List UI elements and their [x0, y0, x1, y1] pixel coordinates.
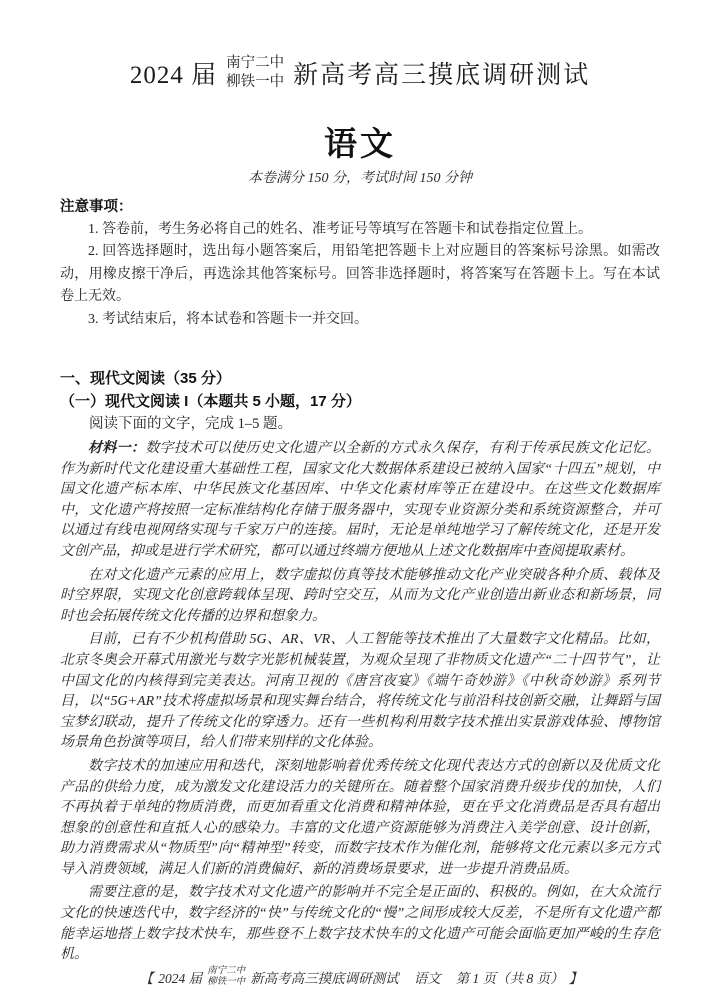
footer-exam-title: 新高考高三摸底调研测试: [250, 971, 399, 986]
exam-title: 新高考高三摸底调研测试: [293, 62, 591, 89]
footer-bracket-left: 【: [139, 971, 154, 986]
passage-paragraph-4: 数字技术的加速应用和迭代，深刻地影响着优秀传统文化现代表达方式的创新以及优质文化产品的供给力度，成为激发文化建设活力的关键所在。随着整个国家消费升级步伐的加快，人们不再执着于单纯的物质消费，而更加看重文化消费和精神体验，更在乎文化消费品是否具有超出想象的创意性和直抵人心的感染力。丰富的文化遗产资源能够为消费注入美学创意、设计创新，助力消费需求从“物质型”向“精神型”转变，而数字技术作为催化剂，能够将文化元素以多元方式导入消费领域，满足人们新的消费偏好、新的消费场景要求，进一步提升消费品质。: [60, 758, 660, 877]
reading-instruction: 阅读下面的文字，完成 1–5 题。: [89, 416, 292, 432]
exam-header: [60, 54, 660, 92]
passage-paragraph-3: 目前，已有不少机构借助 5G、AR、VR、人工智能等技术推出了大量数字文化精品。比如，北京冬奥会开幕式用激光与数字光影机械装置，为观众呈现了非物质文化遗产“二十四节气”，让中国文化的内核得到完美表达。河南卫视的《唐宫夜宴》《端午奇妙游》《中秋奇妙游》系列节目，以“5G+AR”技术将虚拟场景和现实舞台结合，将传统文化与前沿科技创新交融，让舞蹈与国宝梦幻联动，提升了传统文化的穿透力。还有一些机构利用数字技术推出实景游戏体验、博物馆场景角色扮演等项目，给人们带来别样的文化体验。: [60, 632, 660, 751]
footer-school-name-1: 南宁二中: [207, 966, 246, 976]
footer-school-names-stack: [207, 966, 245, 988]
page-footer: [0, 966, 722, 988]
notice-item-3: 3. 考试结束后，将本试卷和答题卡一并交回。: [88, 311, 368, 327]
section-heading: 一、现代文阅读（35 分）: [60, 370, 231, 387]
footer-school-name-2: 柳铁一中: [207, 977, 246, 987]
material-label: 材料一：: [88, 441, 146, 456]
passage-material-1: [60, 439, 660, 966]
subsection-heading: （一）现代文阅读 I（本题共 5 小题，17 分）: [60, 393, 361, 410]
exam-info-line: 本卷满分 150 分，考试时间 150 分钟: [248, 171, 472, 186]
footer-bracket-right: 】: [568, 971, 583, 986]
notice-section: [60, 196, 660, 331]
passage-paragraph-1: [60, 439, 660, 563]
passage-paragraph-5: 需要注意的是，数字技术对文化遗产的影响并不完全是正面的、积极的。例如，在大众流行文化的快速迭代中，数字经济的“快”与传统文化的“慢”之间形成较大反差，不是所有文化遗产都能幸运地搭上数字技术快车，那些登不上数字技术快车的文化遗产可能会面临更加严峻的生存危机。: [60, 885, 660, 963]
passage-paragraph-2: 在对文化遗产元素的应用上，数字虚拟仿真等技术能够推动文化产业突破各种介质、载体及时空界限，实现文化创意跨载体呈现、跨时空交互，从而为文化产业创造出新业态和新场景，同时也会拓展传统文化传播的边界和想象力。: [60, 567, 660, 624]
school-names-stack: [226, 54, 284, 92]
school-name-2: 柳铁一中: [226, 74, 285, 90]
footer-page-number: 第 1 页（共 8 页）: [455, 971, 564, 986]
notice-heading: 注意事项：: [60, 199, 133, 215]
footer-year: 2024 届: [158, 971, 203, 986]
footer-subject: 语文: [413, 971, 441, 986]
school-name-1: 南宁二中: [226, 55, 285, 71]
subject-title: 语文: [324, 125, 396, 162]
exam-year: 2024 届: [129, 62, 218, 89]
passage-paragraph-1-text: 数字技术可以使历史文化遗产以全新的方式永久保存，有利于传承民族文化记忆。作为新时代文化建设重大基础性工程，国家文化大数据体系建设已被纳入国家“十四五”规划，中国文化遗产标本库、中华民族文化基因库、中华文化素材库等正在建设中。在这些文化数据库中，文化遗产将按照一定标准结构化存储于服务器中，实现专业资源分类和系统资源整合，并可以通过有线电视网络实现与千家万户的连接。届时，无论是单纯地学习了解传统文化，还是开发文创产品，抑或是进行学术研究，都可以通过终端方便地从上述文化数据库中查阅提取素材。: [60, 441, 661, 559]
notice-item-1: 1. 答卷前，考生务必将自己的姓名、准考证号等填写在答题卡和试卷指定位置上。: [88, 221, 592, 237]
notice-item-2: 2. 回答选择题时，选出每小题答案后，用铅笔把答题卡上对应题目的答案标号涂黑。如需改动，用橡皮擦干净后，再选涂其他答案标号。回答非选择题时，将答案写在答题卡上。写在本试卷上无效。: [60, 244, 660, 304]
section-modern-reading: [60, 367, 660, 436]
